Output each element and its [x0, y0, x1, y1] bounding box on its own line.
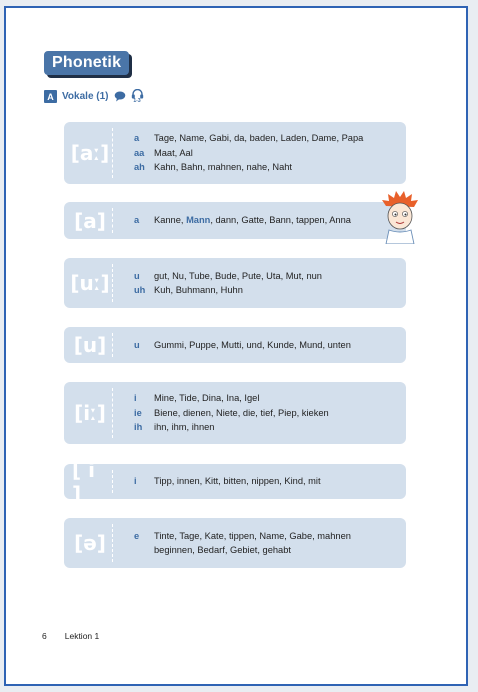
- spelling-row: [134, 420, 400, 435]
- headphones-icon[interactable]: [131, 89, 144, 104]
- vowel-card: [64, 382, 406, 444]
- spelling-row: [134, 269, 400, 284]
- spelling-row: [134, 146, 400, 161]
- highlighted-word: Mann: [186, 215, 211, 226]
- vowel-card: [64, 518, 406, 568]
- vowel-card: [64, 202, 406, 239]
- spelling-rows: [134, 382, 400, 444]
- card-divider: [112, 524, 113, 562]
- spelling-letters: i: [134, 393, 137, 404]
- spelling-letters: a: [134, 215, 140, 226]
- spelling-row: [134, 160, 400, 175]
- spelling-rows: [134, 202, 400, 239]
- phonetic-symbol: [aː]: [70, 141, 110, 165]
- example-words: [154, 213, 351, 228]
- card-divider: [112, 264, 113, 302]
- words-before: Kanne,: [154, 215, 187, 226]
- spelling-letters: a: [134, 133, 140, 144]
- spelling-letters: u: [134, 270, 140, 281]
- page-number: 6: [42, 631, 47, 641]
- example-words: Kahn, Bahn, mahnen, nahe, Naht: [154, 162, 293, 173]
- spelling-rows: [134, 464, 400, 499]
- card-divider: [112, 470, 113, 493]
- example-words: gut, Nu, Tube, Bude, Pute, Uta, Mut, nun: [154, 270, 322, 281]
- spelling-rows: [134, 518, 400, 568]
- spelling-rows: [134, 258, 400, 308]
- card-divider: [112, 208, 113, 233]
- spelling-row: [134, 529, 400, 544]
- phonetic-symbol: [ i ]: [72, 457, 95, 506]
- speech-bubble-icon: [114, 91, 126, 102]
- spelling-row: [134, 283, 400, 298]
- section-header: [44, 89, 144, 104]
- page-footer: [42, 631, 99, 641]
- section-label: Vokale (1): [62, 91, 109, 102]
- words-after: , dann, Gatte, Bann, tappen, Anna: [210, 215, 351, 226]
- example-words: ihn, ihm, ihnen: [154, 422, 215, 433]
- vowel-card: [64, 327, 406, 363]
- example-words: Tinte, Tage, Kate, tippen, Name, Gabe, mahnen: [154, 530, 351, 541]
- spelling-row: [134, 406, 400, 421]
- spelling-row: [134, 391, 400, 406]
- spelling-letters: uh: [134, 285, 146, 295]
- example-words: Kuh, Buhmann, Huhn: [154, 285, 243, 295]
- page-title: Phonetik: [44, 51, 129, 75]
- card-divider: [112, 388, 113, 438]
- example-words: Mine, Tide, Dina, Ina, Igel: [154, 393, 260, 404]
- spelling-letters: ie: [134, 407, 142, 418]
- spelling-row: [134, 474, 400, 489]
- spelling-letters: u: [134, 339, 140, 350]
- spelling-letters: ah: [134, 162, 145, 173]
- example-words: Tage, Name, Gabi, da, baden, Laden, Dame, Papa: [154, 133, 364, 144]
- phonetic-symbol: [ə]: [74, 531, 106, 555]
- spelling-rows: [134, 122, 400, 184]
- example-words: Tipp, innen, Kitt, bitten, nippen, Kind, mit: [154, 476, 321, 487]
- card-divider: [112, 333, 113, 357]
- spelling-row: [134, 213, 400, 228]
- phonetic-symbol: [iː]: [74, 401, 106, 425]
- phonetic-symbol: [uː]: [70, 271, 110, 295]
- vowel-card: [64, 258, 406, 308]
- example-words: Maat, Aal: [154, 147, 193, 158]
- example-words: Gummi, Puppe, Mutti, und, Kunde, Mund, unten: [154, 339, 351, 350]
- phonetic-symbol: [u]: [73, 333, 107, 357]
- vowel-card: [64, 457, 406, 506]
- boy-illustration: [380, 190, 420, 244]
- track-number: 1-3: [133, 98, 141, 104]
- vowel-card: [64, 122, 406, 184]
- section-letter: A: [44, 90, 57, 103]
- lesson-label: Lektion 1: [64, 631, 100, 641]
- spelling-letters: aa: [134, 147, 145, 158]
- card-divider: [112, 128, 113, 178]
- spelling-letters: [134, 543, 154, 558]
- spelling-rows: [134, 327, 400, 363]
- spelling-letters: ih: [134, 422, 143, 433]
- spelling-letters: e: [134, 530, 140, 541]
- spelling-letters: i: [134, 476, 137, 487]
- example-words: Biene, dienen, Niete, die, tief, Piep, kieken: [154, 407, 329, 418]
- spelling-row: [134, 543, 400, 558]
- spelling-row: [134, 131, 400, 146]
- phonetic-symbol: [a]: [74, 208, 106, 233]
- spelling-row: [134, 338, 400, 353]
- example-words: beginnen, Bedarf, Gebiet, gehabt: [154, 545, 291, 555]
